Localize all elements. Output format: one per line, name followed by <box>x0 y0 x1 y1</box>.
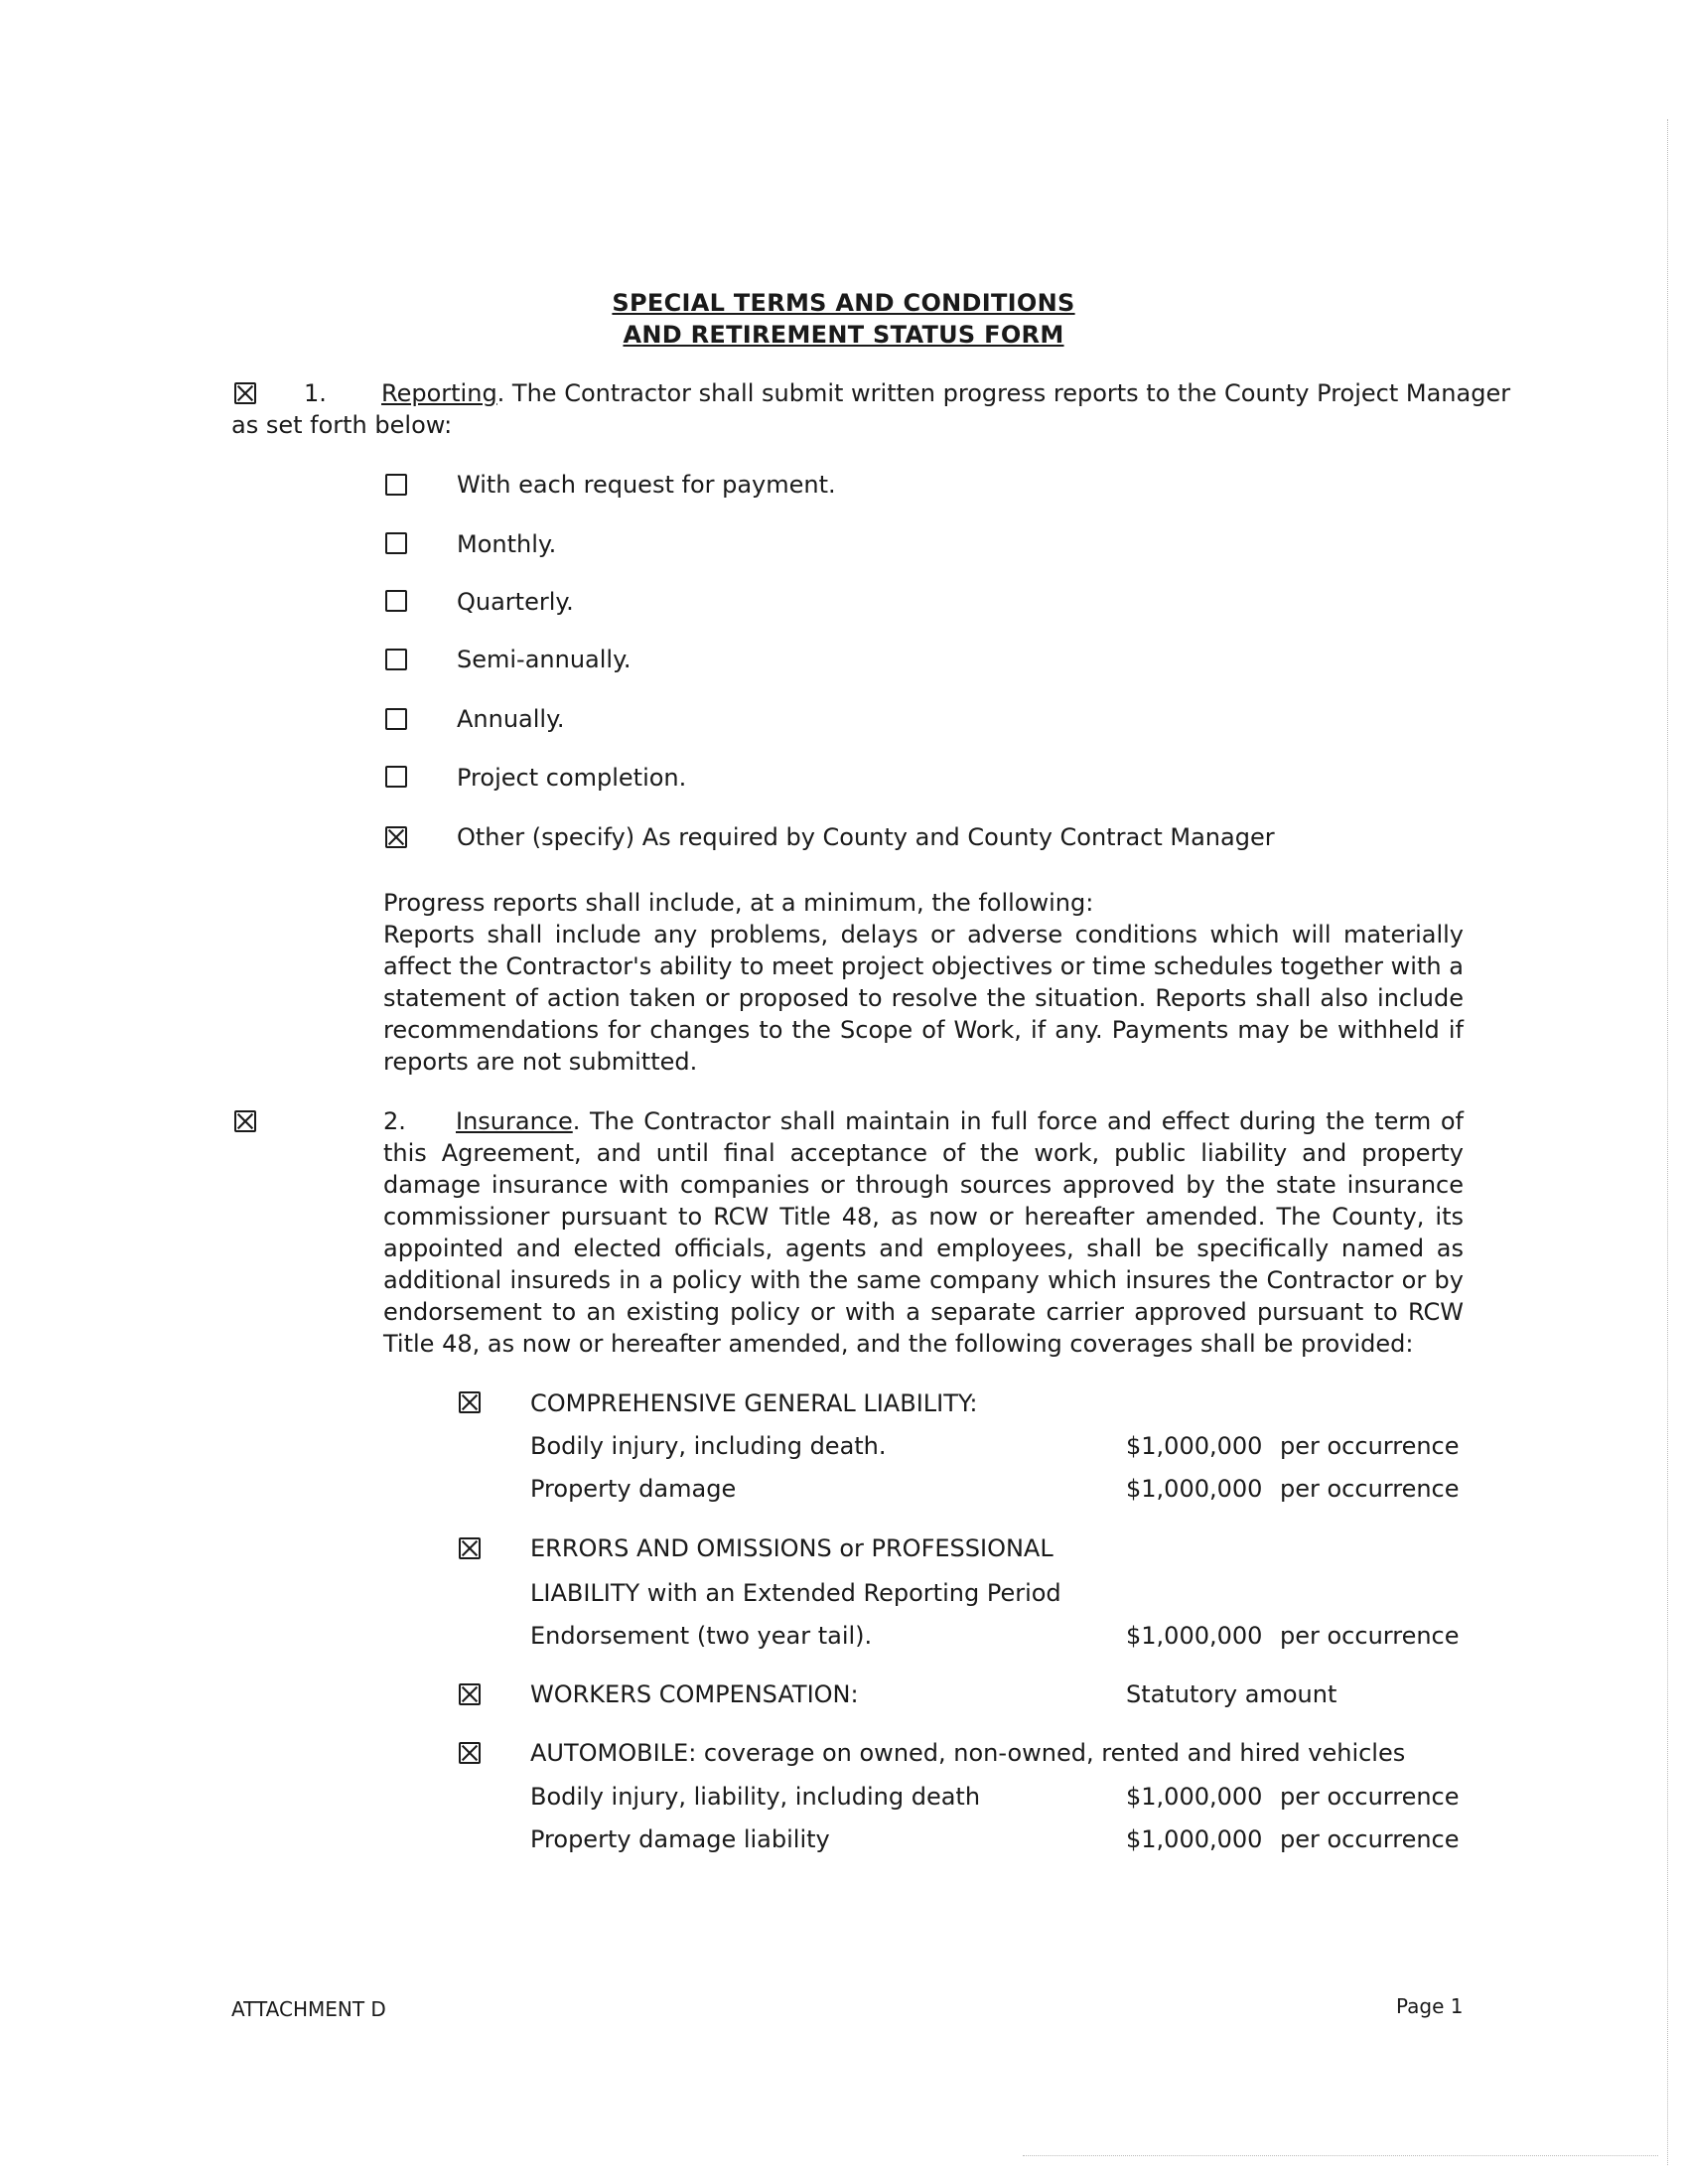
option-label-monthly: Monthly. <box>457 530 557 558</box>
option-label-quarterly: Quarterly. <box>457 588 574 616</box>
option-label-payment: With each request for payment. <box>457 471 836 499</box>
section1-heading: Reporting <box>381 379 497 407</box>
document-title-line2: AND RETIREMENT STATUS FORM <box>623 321 1064 349</box>
section1-checkbox-checked-icon[interactable] <box>234 382 256 404</box>
section2-heading: Insurance <box>456 1107 573 1135</box>
document-title-line1: SPECIAL TERMS AND CONDITIONS <box>612 289 1075 317</box>
option-checkbox-other-checked-icon[interactable] <box>385 826 407 848</box>
coverage-errors-unit: per occurrence <box>1280 1622 1460 1650</box>
option-label-other: Other (specify) As required by County and County Contract Manager <box>457 823 1275 851</box>
coverage-general-row1-label: Bodily injury, including death. <box>530 1432 887 1460</box>
coverage-general-row1-amount: $1,000,000 <box>1126 1432 1263 1460</box>
coverage-auto-title: AUTOMOBILE: coverage on owned, non-owned, rented and hired vehicles <box>530 1739 1406 1767</box>
coverage-errors-amount: $1,000,000 <box>1126 1622 1263 1650</box>
option-label-annually: Annually. <box>457 705 565 733</box>
coverage-general-row2-unit: per occurrence <box>1280 1475 1460 1503</box>
coverage-errors-label: Endorsement (two year tail). <box>530 1622 873 1650</box>
coverage-general-checkbox-checked-icon[interactable] <box>459 1391 481 1413</box>
coverage-auto-row2-amount: $1,000,000 <box>1126 1825 1263 1853</box>
progress-paragraph: Reports shall include any problems, delays or adverse conditions which will materially affect the Contractor's ability to meet project objectives or time schedules together with a statement of action taken or proposed to resolve the situation. Reports shall also include recommendations for changes to the Scope of Work, if any. Payments may be withheld if reports are not submitted. <box>383 921 1464 1076</box>
coverage-auto-row2-label: Property damage liability <box>530 1825 830 1853</box>
coverage-general-row2-label: Property damage <box>530 1475 737 1503</box>
option-checkbox-payment[interactable] <box>385 474 407 496</box>
coverage-errors-title-line2: LIABILITY with an Extended Reporting Period <box>530 1579 1061 1607</box>
progress-heading: Progress reports shall include, at a minimum, the following: <box>383 889 1094 917</box>
coverage-general-row1-unit: per occurrence <box>1280 1432 1460 1460</box>
option-checkbox-semiannually[interactable] <box>385 649 407 670</box>
coverage-general-title: COMPREHENSIVE GENERAL LIABILITY: <box>530 1389 978 1417</box>
option-label-project-completion: Project completion. <box>457 764 687 792</box>
coverage-workers-amount: Statutory amount <box>1126 1680 1337 1708</box>
coverage-workers-title: WORKERS COMPENSATION: <box>530 1680 859 1708</box>
section1-intro-text: . The Contractor shall submit written progress reports to the County Project Manager <box>496 379 1511 407</box>
section1-number: 1. <box>304 379 327 407</box>
footer-page-number: Page 1 <box>1396 1994 1464 2018</box>
option-checkbox-project-completion[interactable] <box>385 766 407 788</box>
footer-attachment-label: ATTACHMENT D <box>231 1997 386 2021</box>
option-checkbox-quarterly[interactable] <box>385 590 407 612</box>
scan-edge-line <box>1667 119 1669 2165</box>
section2-paragraph <box>383 1105 1464 1360</box>
coverage-auto-row1-unit: per occurrence <box>1280 1783 1460 1811</box>
coverage-general-row2-amount: $1,000,000 <box>1126 1475 1263 1503</box>
coverage-auto-row2-unit: per occurrence <box>1280 1825 1460 1853</box>
option-label-semiannually: Semi-annually. <box>457 646 632 673</box>
section2-checkbox-checked-icon[interactable] <box>234 1110 256 1132</box>
coverage-errors-title-line1: ERRORS AND OMISSIONS or PROFESSIONAL <box>530 1534 1054 1562</box>
section2-text: . The Contractor shall maintain in full force and effect during the term of this Agreement, and until final acceptance of the work, public liability and property damage insurance with companies or through sources approved by the state insurance commissioner pursuant to RCW Title 48, as now or hereafter amended. The County, its appointed and elected officials, agents and employees, shall be specifically named as additional insureds in a policy with the same company which insures the Contractor or by endorsement to an existing policy or with a separate carrier approved pursuant to RCW Title 48, as now or hereafter amended, and the following coverages shall be provided: <box>383 1107 1464 1358</box>
coverage-auto-checkbox-checked-icon[interactable] <box>459 1742 481 1764</box>
coverage-auto-row1-amount: $1,000,000 <box>1126 1783 1263 1811</box>
scan-bottom-line <box>1023 2155 1658 2156</box>
option-checkbox-annually[interactable] <box>385 708 407 730</box>
coverage-workers-checkbox-checked-icon[interactable] <box>459 1683 481 1705</box>
section1-intro-line2: as set forth below: <box>231 411 453 439</box>
option-checkbox-monthly[interactable] <box>385 532 407 554</box>
section2-number: 2. <box>383 1107 406 1135</box>
coverage-errors-checkbox-checked-icon[interactable] <box>459 1537 481 1559</box>
section1-intro-line1 <box>381 377 1510 409</box>
coverage-auto-row1-label: Bodily injury, liability, including death <box>530 1783 981 1811</box>
